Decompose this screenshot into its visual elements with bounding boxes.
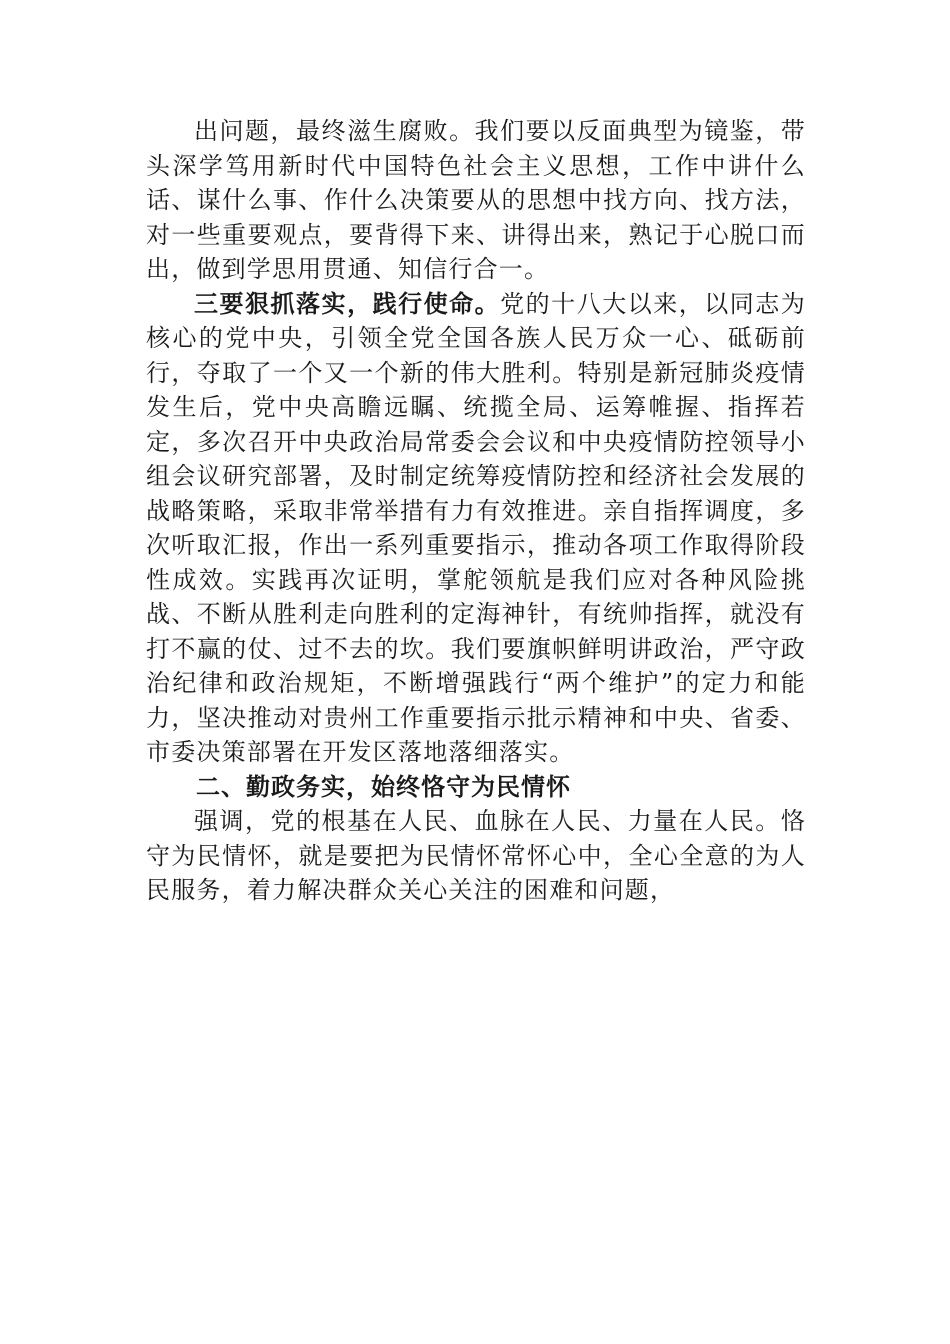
paragraph-1	[146, 114, 806, 287]
section-heading: 二、勤政务实，始终恪守为民情怀	[196, 772, 571, 801]
paragraph-2-lead: 三要狠抓落实，践行使命。	[194, 289, 501, 318]
paragraph-3	[146, 804, 806, 908]
document-page	[146, 114, 806, 908]
paragraph-3-text: 强调，党的根基在人民、血脉在人民、力量在人民。恪守为民情怀，就是要把为民情怀常怀心中，全心全意的为人民服务，着力解决群众关心关注的困难和问题，	[146, 807, 806, 904]
paragraph-2	[146, 287, 806, 770]
paragraph-1-text: 出问题，最终滋生腐败。我们要以反面典型为镜鉴，带头深学笃用新时代中国特色社会主义思想，工作中讲什么话、谋什么事、作什么决策要从的思想中找方向、找方法，对一些重要观点，要背得下来、讲得出来，熟记于心脱口而出，做到学思用贯通、知信行合一。	[146, 117, 806, 283]
paragraph-2-text: 党的十八大以来，以同志为核心的党中央，引领全党全国各族人民万众一心、砥砺前行，夺取了一个又一个新的伟大胜利。特别是新冠肺炎疫情发生后，党中央高瞻远瞩、统揽全局、运筹帷握、指挥若定，多次召开中央政治局常委会会议和中央疫情防控领导小组会议研究部署，及时制定统筹疫情防控和经济社会发展的战略策略，采取非常举措有力有效推进。亲自指挥调度，多次听取汇报，作出一系列重要指示，推动各项工作取得阶段性成效。实践再次证明，掌舵领航是我们应对各种风险挑战、不断从胜利走向胜利的定海神针，有统帅指挥，就没有打不赢的仗、过不去的坎。我们要旗帜鲜明讲政治，严守政治纪律和政治规矩，不断增强践行“两个维护”的定力和能力，坚决推动对贵州工作重要指示批示精神和中央、省委、市委决策部署在开发区落地落细落实。	[146, 289, 806, 766]
